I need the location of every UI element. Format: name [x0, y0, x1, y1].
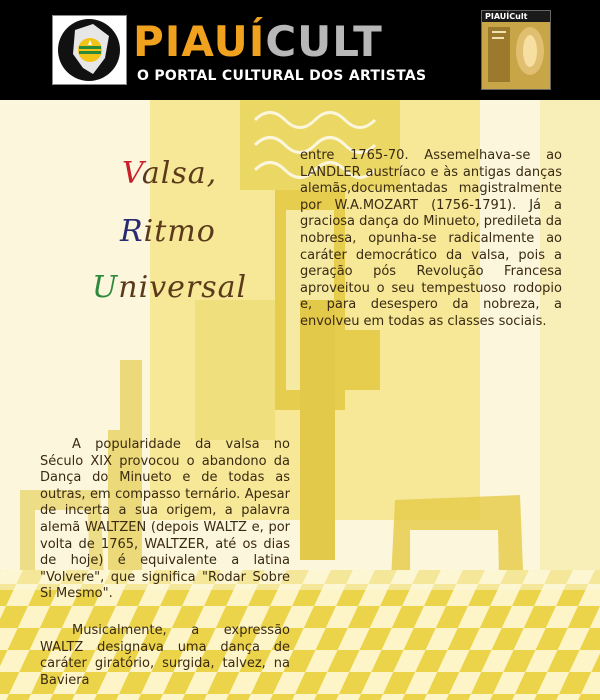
title-line-ritmo	[120, 214, 216, 249]
left-paragraph-2: Musicalmente, a expressão WALTZ designava uma dança de caráter giratório, surgida, talvez, na Baviera	[40, 622, 290, 688]
article-page	[0, 100, 600, 700]
brand-wordmark[interactable]	[133, 18, 383, 66]
site-logo[interactable]	[52, 15, 127, 85]
title-line-valsa	[122, 156, 217, 191]
title-initial-r: R	[120, 214, 144, 249]
brand-part-piaui: PIAUÍ	[133, 17, 266, 66]
site-header	[0, 0, 600, 100]
title-initial-u: U	[92, 270, 119, 305]
site-tagline: O PORTAL CULTURAL DOS ARTISTAS	[137, 68, 427, 84]
article-left-column	[40, 437, 290, 689]
brand-part-cult: CULT	[265, 17, 383, 66]
thumbnail-title: PIAUÍCult	[485, 12, 528, 21]
title-rest-ritmo: itmo	[143, 214, 216, 249]
left-paragraph-1: A popularidade da valsa no Século XIX provocou o abandono da Dança do Minueto e de todas as outras, em compasso ternário. Apesar de incerta a sua origem, a palavra alemã WALTZEN (depois WALTZ e, por volta de 1765, WALTZER, até os dias de hoje) é equivalente a latina "Volvere", que significa "Rodar Sobre Si Mesmo".	[40, 437, 290, 602]
right-paragraph: entre 1765-70. Assemelhava-se ao LANDLER austríaco e às antigas danças alemãs,documentadas magistralmente por W.A.MOZART (1756-1791). Já a graciosa dança do Minueto, predileta da nobresa, opunha-se radicalmente ao caráter democrático da valsa, pois a geração pós Revolução Francesa aproveitou o seu tempestuoso rodopio e, para desespero da nobreza, a envolveu em todas as classes sociais.	[300, 148, 563, 329]
title-initial-v: V	[122, 156, 142, 191]
title-line-universal	[92, 270, 247, 305]
title-rest-valsa: alsa,	[141, 156, 218, 191]
magazine-cover-thumbnail[interactable]	[481, 10, 551, 90]
title-rest-universal: niversal	[118, 270, 248, 305]
article-right-column	[300, 148, 562, 331]
